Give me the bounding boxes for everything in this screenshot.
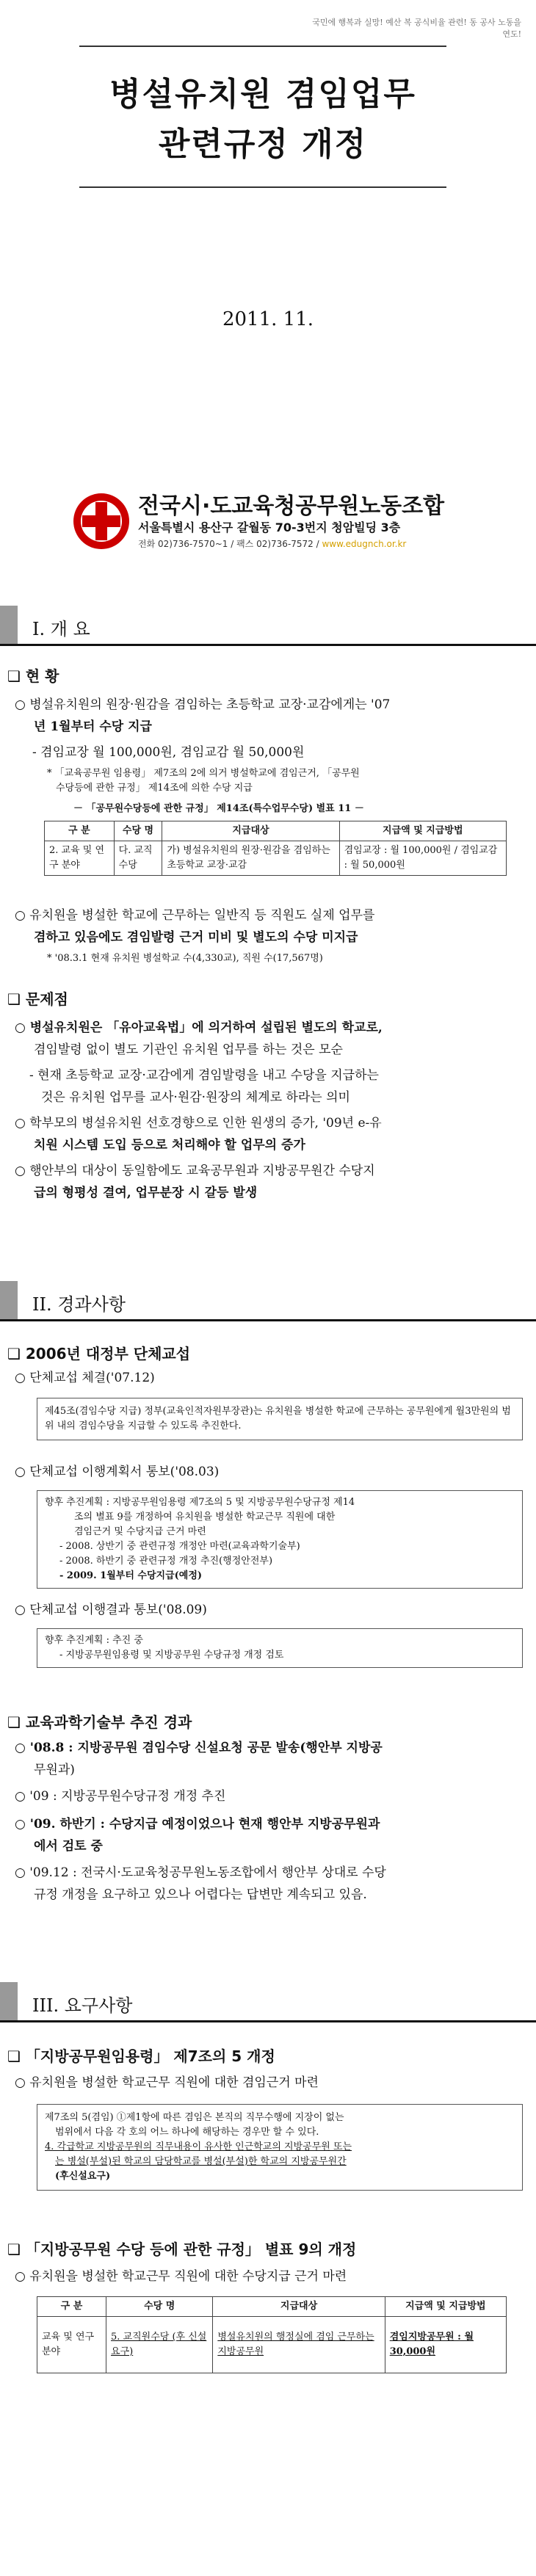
table-row: 2. 교육 및 연구 분야 다. 교직수당 가) 병설유치원의 원장·원감을 겸임하는 초등학교 교장·교감 겸임교장 : 월 100,000원 / 겸임교감 : 월 50,000원 bbox=[45, 841, 507, 876]
section-1-header bbox=[0, 606, 536, 646]
current-note-3: * '08.3.1 현재 유치원 병설학교 수(4,330교), 직원 수(17,567명) bbox=[47, 953, 323, 964]
bargaining-item-3: ○ 단체교섭 이행결과 통보('08.09) bbox=[15, 1603, 207, 1617]
plan-box: 향후 추진계획 : 지방공무원임용령 제7조의 5 및 지방공무원수당규정 제14 조의 별표 9를 개정하여 유치원을 병설한 학교근무 직원에 대한 겸임근거 및 수당지급 근거 마련 - 2008. 상반기 중 관련규정 개정안 마련(교육과학기술부) - 2008. 하반기 중 관련규정 개정 추진(행정안전부) - 2009. 1월부터 수당지급(예정) bbox=[37, 1490, 523, 1589]
table-header: 구 분 bbox=[45, 821, 115, 841]
section-1-title: I. 개 요 bbox=[32, 619, 90, 639]
bargaining-heading: ❑ 2006년 대정부 단체교섭 bbox=[7, 1345, 191, 1363]
section-bar bbox=[0, 1281, 18, 1319]
section-2-header bbox=[0, 1281, 536, 1321]
table-header: 수당 명 bbox=[114, 821, 162, 841]
table-header: 지급액 및 지급방법 bbox=[339, 821, 506, 841]
title-line-1: 병설유치원 겸임업무 bbox=[109, 76, 416, 113]
appointment-box: 제7조의 5(겸임) ①제1항에 따른 겸임은 본직의 직무수행에 지장이 없는 범위에서 다음 각 호의 어느 하나에 해당하는 경우만 할 수 있다. 4. 각급학교 지방공무원의 직무내용이 유사한 인근학교의 지방공무원 또는 는 병설(부설)된 학교의 담당학교를 병설(부설)한 학교의 지방공무원간 (후신설요구) bbox=[37, 2104, 523, 2191]
ministry-item-3: ○ '09. 하반기 : 수당지급 예정이었으나 현재 행안부 지방공무원과 에서 검토 중 bbox=[15, 1817, 380, 1854]
table-header: 지급액 및 지급방법 bbox=[385, 2297, 506, 2317]
appointment-item: ○ 유치원을 병설한 학교근무 직원에 대한 겸임근거 마련 bbox=[15, 2075, 319, 2090]
section-bar bbox=[0, 1982, 18, 2020]
current-p1: ○ 병설유치원의 원장·원감을 겸임하는 초등학교 교장·교감에게는 '07 년 1월부터 수당 지급 bbox=[15, 697, 391, 734]
section-bar bbox=[0, 606, 18, 644]
org-address: 서울특별시 용산구 갈월동 70-3번지 청암빌딩 3층 bbox=[138, 520, 401, 534]
ministry-heading: ❑ 교육과학기술부 추진 경과 bbox=[7, 1713, 192, 1731]
top-note: 국민에 행복과 실망! 예산 복 공식비율 관련! 동 공사 노동을 연도! bbox=[312, 18, 521, 39]
current-heading: ❑ 현 황 bbox=[7, 667, 59, 685]
table-header: 지급대상 bbox=[213, 2297, 385, 2317]
section-3-header bbox=[0, 1982, 536, 2022]
allowance-table-1 bbox=[44, 821, 507, 876]
section-3-title: III. 요구사항 bbox=[32, 1995, 133, 2016]
title-line-2: 관련규정 개정 bbox=[158, 126, 368, 163]
problem-p3: ○ 학부모의 병설유치원 선호경향으로 인한 원생의 증가, '09년 e-유 치원 시스템 도입 등으로 처리해야 할 업무의 증가 bbox=[15, 1116, 382, 1153]
current-p3: ○ 유치원을 병설한 학교에 근무하는 일반직 등 직원도 실제 업무를 겸하고 있음에도 겸임발령 근거 미비 및 별도의 수당 미지급 bbox=[15, 908, 375, 945]
problem-heading: ❑ 문제점 bbox=[7, 990, 68, 1008]
allowance-table-2 bbox=[37, 2296, 507, 2373]
bargaining-item-2: ○ 단체교섭 이행계획서 통보('08.03) bbox=[15, 1465, 220, 1479]
appointment-heading: ❑ 「지방공무원임용령」 제7조의 5 개정 bbox=[7, 2047, 275, 2065]
table-header: 구 분 bbox=[37, 2297, 106, 2317]
ministry-item-1: ○ '08.8 : 지방공무원 겸임수당 신설요청 공문 발송(행안부 지방공 무원과) bbox=[15, 1741, 383, 1777]
allowance-item: ○ 유치원을 병설한 학교근무 직원에 대한 수당지급 근거 마련 bbox=[15, 2269, 347, 2284]
table-header: 수당 명 bbox=[106, 2297, 213, 2317]
agreement-box: 제45조(겸임수당 지급) 정부(교육인적자원부장관)는 유치원을 병설한 학교에 근무하는 공무원에게 월3만원의 범위 내의 겸임수당을 지급할 수 있도록 추진한다. bbox=[37, 1398, 523, 1440]
allowance-heading: ❑ 「지방공무원 수당 등에 관한 규정」 별표 9의 개정 bbox=[7, 2241, 357, 2258]
current-note-2: － 「공무원수당등에 관한 규정」 제14조(특수업무수당) 별표 11 － bbox=[73, 803, 364, 814]
bargaining-item-1: ○ 단체교섭 체결('07.12) bbox=[15, 1371, 155, 1385]
document-date: 2011. 11. bbox=[222, 308, 314, 330]
current-p2: - 겸임교장 월 100,000원, 겸임교감 월 50,000원 bbox=[32, 745, 305, 760]
org-url[interactable]: www.edugnch.or.kr bbox=[322, 539, 407, 549]
org-contact-text: 전화 02)736-7570~1 / 팩스 02)736-7572 / bbox=[138, 539, 322, 549]
problem-p1: ○ 병설유치원은 「유아교육법」에 의거하여 설립된 별도의 학교로, 겸임발령 없이 별도 기관인 유치원 업무를 하는 것은 모순 bbox=[15, 1020, 383, 1057]
ministry-item-2: ○ '09 : 지방공무원수당규정 개정 추진 bbox=[15, 1789, 226, 1804]
ministry-item-4: ○ '09.12 : 전국시·도교육청공무원노동조합에서 행안부 상대로 수당 규정 개정을 요구하고 있으나 어렵다는 답변만 계속되고 있음. bbox=[15, 1865, 386, 1902]
org-contact bbox=[138, 537, 406, 550]
org-name: 전국시·도교육청공무원노동조합 bbox=[138, 493, 445, 519]
union-logo-icon bbox=[72, 492, 131, 551]
table-header: 지급대상 bbox=[162, 821, 339, 841]
problem-p2: - 현재 초등학교 교장·교감에게 겸임발령을 내고 수당을 지급하는 것은 유치원 업무를 교사·원감·원장의 체계로 하라는 의미 bbox=[29, 1068, 379, 1105]
section-2-title: II. 경과사항 bbox=[32, 1294, 126, 1315]
result-box: 향후 추진계획 : 추진 중 - 지방공무원임용령 및 지방공무원 수당규정 개정 검토 bbox=[37, 1628, 523, 1668]
current-note-1: * 「교육공무원 임용령」 제7조의 2에 의거 병설학교에 겸임근거, 「공무원 수당등에 관한 규정」 제14조에 의한 수당 지급 bbox=[47, 768, 360, 794]
problem-p4: ○ 행안부의 대상이 동일함에도 교육공무원과 지방공무원간 수당지 급의 형평성 결여, 업무분장 시 갈등 발생 bbox=[15, 1164, 375, 1200]
table-row: 교육 및 연구 분야 5. 교직원수당 (후 신설 요구) 병설유치원의 행정실에 겸임 근무하는 지방공무원 겸임지방공무원 : 월 30,000원 bbox=[37, 2317, 507, 2373]
